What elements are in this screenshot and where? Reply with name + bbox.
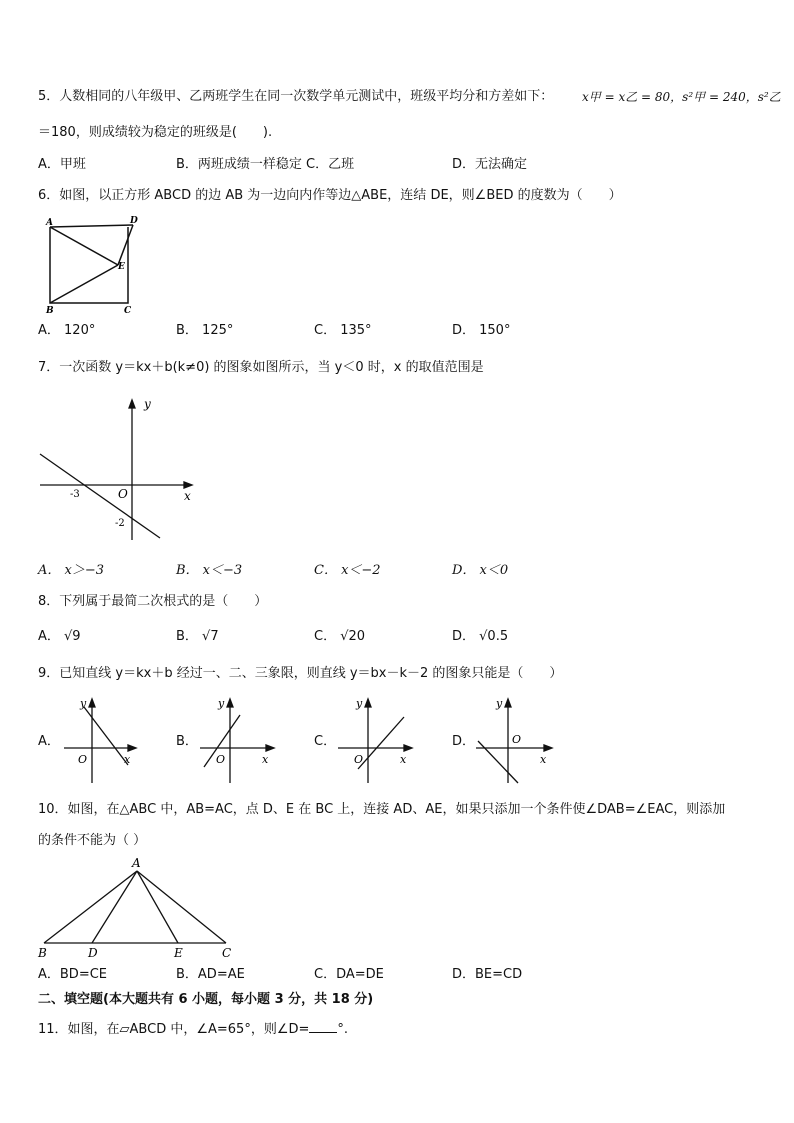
q9-d-line — [478, 741, 518, 783]
q7-y-arrow — [129, 400, 135, 408]
q10-label-a: A — [132, 856, 141, 870]
q6-segment-ae — [50, 227, 118, 265]
q7-label-minus3: -3 — [70, 489, 80, 500]
q11-stem — [38, 1020, 348, 1039]
q6-label-a: A — [46, 218, 53, 228]
q6-top-side — [50, 225, 133, 227]
q6-stem: 6．如图，以正方形 ABCD 的边 AB 为一边向内作等边△ABE，连结 DE，则∠BED 的度数为（ ） — [38, 188, 622, 203]
q9-a-origin-label: O — [78, 753, 88, 766]
q7-figure-graph — [36, 392, 206, 552]
q9-a-y-label: y — [80, 697, 87, 710]
q5-text-2: ＝180，则成绩较为稳定的班级是( ). — [38, 125, 273, 140]
q10-label-e: E — [174, 946, 183, 960]
q9-option-b-letter[interactable]: B． — [176, 734, 198, 749]
q7-option-a[interactable]: A． x＞−3 — [38, 563, 105, 578]
q9-option-b-graph[interactable] — [196, 695, 286, 787]
q10-option-c[interactable]: C．DA=DE — [314, 967, 384, 982]
q9-d-origin-label: O — [512, 733, 522, 746]
q6-label-d: D — [130, 216, 138, 226]
q6-option-d[interactable]: D． 150° — [452, 323, 511, 338]
q9-option-d-letter[interactable]: D． — [452, 734, 476, 749]
q9-a-line — [84, 707, 128, 765]
q9-option-c-graph[interactable] — [334, 695, 424, 787]
q9-b-y-label: y — [218, 697, 225, 710]
q10-figure-triangle — [34, 855, 244, 960]
q5-option-a[interactable]: A．甲班 — [38, 157, 86, 172]
section-heading-fill-in: 二、填空题(本大题共有 6 小题，每小题 3 分，共 18 分) — [38, 992, 374, 1007]
q10-label-b: B — [38, 946, 47, 960]
q10-side-ac — [137, 871, 226, 943]
q9-c-x-label: x — [400, 753, 407, 766]
q9-c-line — [358, 717, 404, 769]
q5-text: 5．人数相同的八年级甲、乙两班学生在同一次数学单元测试中，班级平均分和方差如下： — [38, 89, 554, 104]
q10-segment-ad — [92, 871, 137, 943]
q10-segment-ae — [137, 871, 178, 943]
q7-option-b[interactable]: B． x＜−3 — [176, 563, 243, 578]
q10-option-d[interactable]: D．BE=CD — [452, 967, 523, 982]
q9-stem: 9．已知直线 y＝kx＋b 经过一、二、三象限，则直线 y＝bx－k－2 的图象只能是（ ） — [38, 666, 563, 681]
q9-d-x-label: x — [540, 753, 547, 766]
q5-stats-text: x甲 = x乙 = 80，s²甲 = 240，s²乙 — [582, 90, 781, 104]
q8-option-b[interactable]: B． √7 — [176, 629, 219, 644]
q9-c-y-label: y — [356, 697, 363, 710]
q10-label-c: C — [222, 946, 232, 960]
q6-square-sides — [50, 227, 128, 303]
q5-stem-line1 — [38, 88, 553, 106]
q7-label-x: x — [184, 489, 191, 503]
q7-label-y: y — [144, 397, 151, 411]
q8-stem: 8．下列属于最简二次根式的是（ ） — [38, 594, 268, 609]
q9-option-d-graph[interactable] — [472, 695, 572, 787]
q9-d-y-label: y — [496, 697, 503, 710]
q5-option-d[interactable]: D．无法确定 — [452, 157, 528, 172]
q9-b-x-label: x — [262, 753, 269, 766]
q6-segment-be — [50, 265, 118, 303]
q6-figure-square — [38, 215, 138, 315]
q8-option-c[interactable]: C． √20 — [314, 629, 366, 644]
q10-label-d: D — [88, 946, 98, 960]
q6-segment-de — [118, 225, 133, 265]
q8-option-a[interactable]: A． √9 — [38, 629, 81, 644]
q7-label-minus2: -2 — [115, 518, 125, 529]
q7-option-d[interactable]: D． x＜0 — [452, 563, 509, 578]
q6-label-c: C — [124, 306, 132, 315]
q6-option-b[interactable]: B． 125° — [176, 323, 234, 338]
q10-stem-line1: 10．如图，在△ABC 中，AB=AC，点 D、E 在 BC 上，连接 AD、AE，如果只添加一个条件使∠DAB=∠EAC，则添加 — [38, 802, 726, 817]
q6-label-e: E — [118, 262, 125, 272]
q10-option-b[interactable]: B．AD=AE — [176, 967, 245, 982]
q7-option-c[interactable]: C． x＜−2 — [314, 563, 381, 578]
q6-option-c[interactable]: C． 135° — [314, 323, 372, 338]
q5-option-b[interactable]: B．两班成绩一样稳定 C．乙班 — [176, 157, 355, 172]
q7-stem: 7．一次函数 y＝kx＋b(k≠0) 的图象如图所示，当 y＜0 时，x 的取值范围是 — [38, 360, 484, 375]
q5-stats — [582, 88, 781, 106]
q6-label-b: B — [46, 306, 54, 315]
q9-a-x-label: x — [124, 753, 131, 766]
q9-b-origin-label: O — [216, 753, 226, 766]
q7-x-arrow — [184, 482, 192, 488]
q10-stem-line2: 的条件不能为（ ） — [38, 833, 147, 848]
q10-option-a[interactable]: A．BD=CE — [38, 967, 108, 982]
q9-option-a-letter[interactable]: A． — [38, 734, 60, 749]
q11-text-pre: 11．如图，在▱ABCD 中，∠A=65°，则∠D= — [38, 1022, 310, 1037]
q6-option-a[interactable]: A． 120° — [38, 323, 96, 338]
q7-label-origin: O — [118, 487, 128, 501]
q11-text-post: °. — [337, 1022, 349, 1037]
q9-option-a-graph[interactable] — [60, 695, 140, 787]
q9-option-c-letter[interactable]: C． — [314, 734, 337, 749]
q10-side-ab — [44, 871, 137, 943]
q7-function-line — [40, 454, 160, 538]
q11-answer-blank[interactable] — [309, 1020, 337, 1033]
q5-stem-line2 — [38, 124, 272, 142]
q9-c-origin-label: O — [354, 753, 364, 766]
q8-option-d[interactable]: D． √0.5 — [452, 629, 509, 644]
